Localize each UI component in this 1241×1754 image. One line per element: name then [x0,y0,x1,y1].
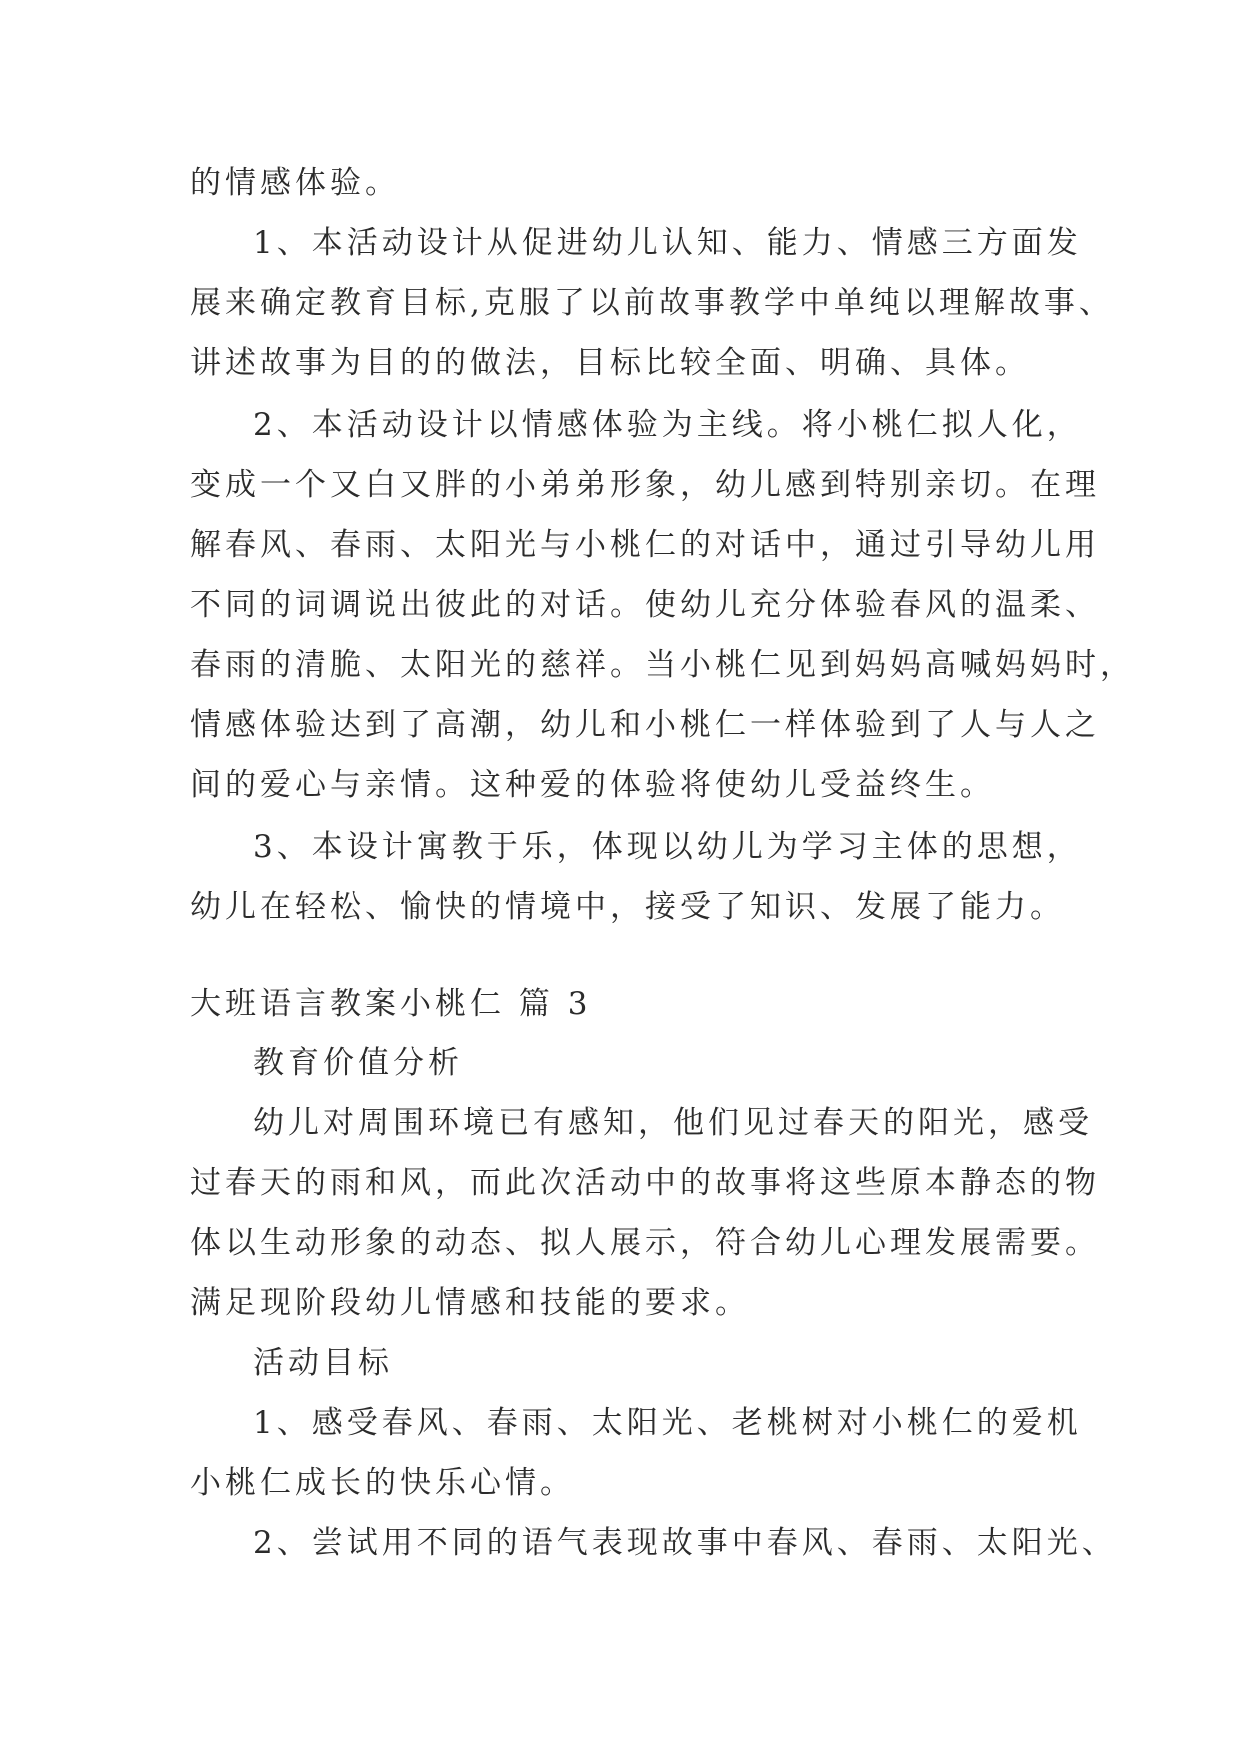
text-line: 1、感受春风、春雨、太阳光、老桃树对小桃仁的爱机 [253,1405,1082,1441]
text-line: 的情感体验。 [190,165,400,201]
text-line: 2、本活动设计以情感体验为主线。将小桃仁拟人化， [253,407,1082,443]
text-line: 间的爱心与亲情。这种爱的体验将使幼儿受益终生。 [190,767,995,803]
text-line: 讲述故事为目的的做法，目标比较全面、明确、具体。 [190,345,1030,381]
text-line: 展来确定教育目标,克服了以前故事教学中单纯以理解故事、 [190,285,1114,321]
text-line: 幼儿对周围环境已有感知，他们见过春天的阳光，感受 [253,1105,1093,1141]
text-line: 情感体验达到了高潮，幼儿和小桃仁一样体验到了人与人之 [190,707,1100,743]
subheading: 教育价值分析 [253,1045,463,1081]
subheading: 活动目标 [253,1345,393,1381]
text-line: 体以生动形象的动态、拟人展示，符合幼儿心理发展需要。 [190,1225,1100,1261]
text-line: 幼儿在轻松、愉快的情境中，接受了知识、发展了能力。 [190,889,1065,925]
text-line: 1、本活动设计从促进幼儿认知、能力、情感三方面发 [253,225,1082,261]
text-line: 3、本设计寓教于乐，体现以幼儿为学习主体的思想， [253,829,1082,865]
text-line: 过春天的雨和风，而此次活动中的故事将这些原本静态的物 [190,1165,1100,1201]
text-line: 满足现阶段幼儿情感和技能的要求。 [190,1285,750,1321]
section-heading: 大班语言教案小桃仁 篇 3 [190,986,592,1022]
text-line: 春雨的清脆、太阳光的慈祥。当小桃仁见到妈妈高喊妈妈时， [190,647,1135,683]
text-line: 解春风、春雨、太阳光与小桃仁的对话中，通过引导幼儿用 [190,527,1100,563]
text-line: 2、尝试用不同的语气表现故事中春风、春雨、太阳光、 [253,1525,1117,1561]
text-line: 不同的词调说出彼此的对话。使幼儿充分体验春风的温柔、 [190,587,1100,623]
text-line: 变成一个又白又胖的小弟弟形象，幼儿感到特别亲切。在理 [190,467,1100,503]
text-line: 小桃仁成长的快乐心情。 [190,1465,575,1501]
